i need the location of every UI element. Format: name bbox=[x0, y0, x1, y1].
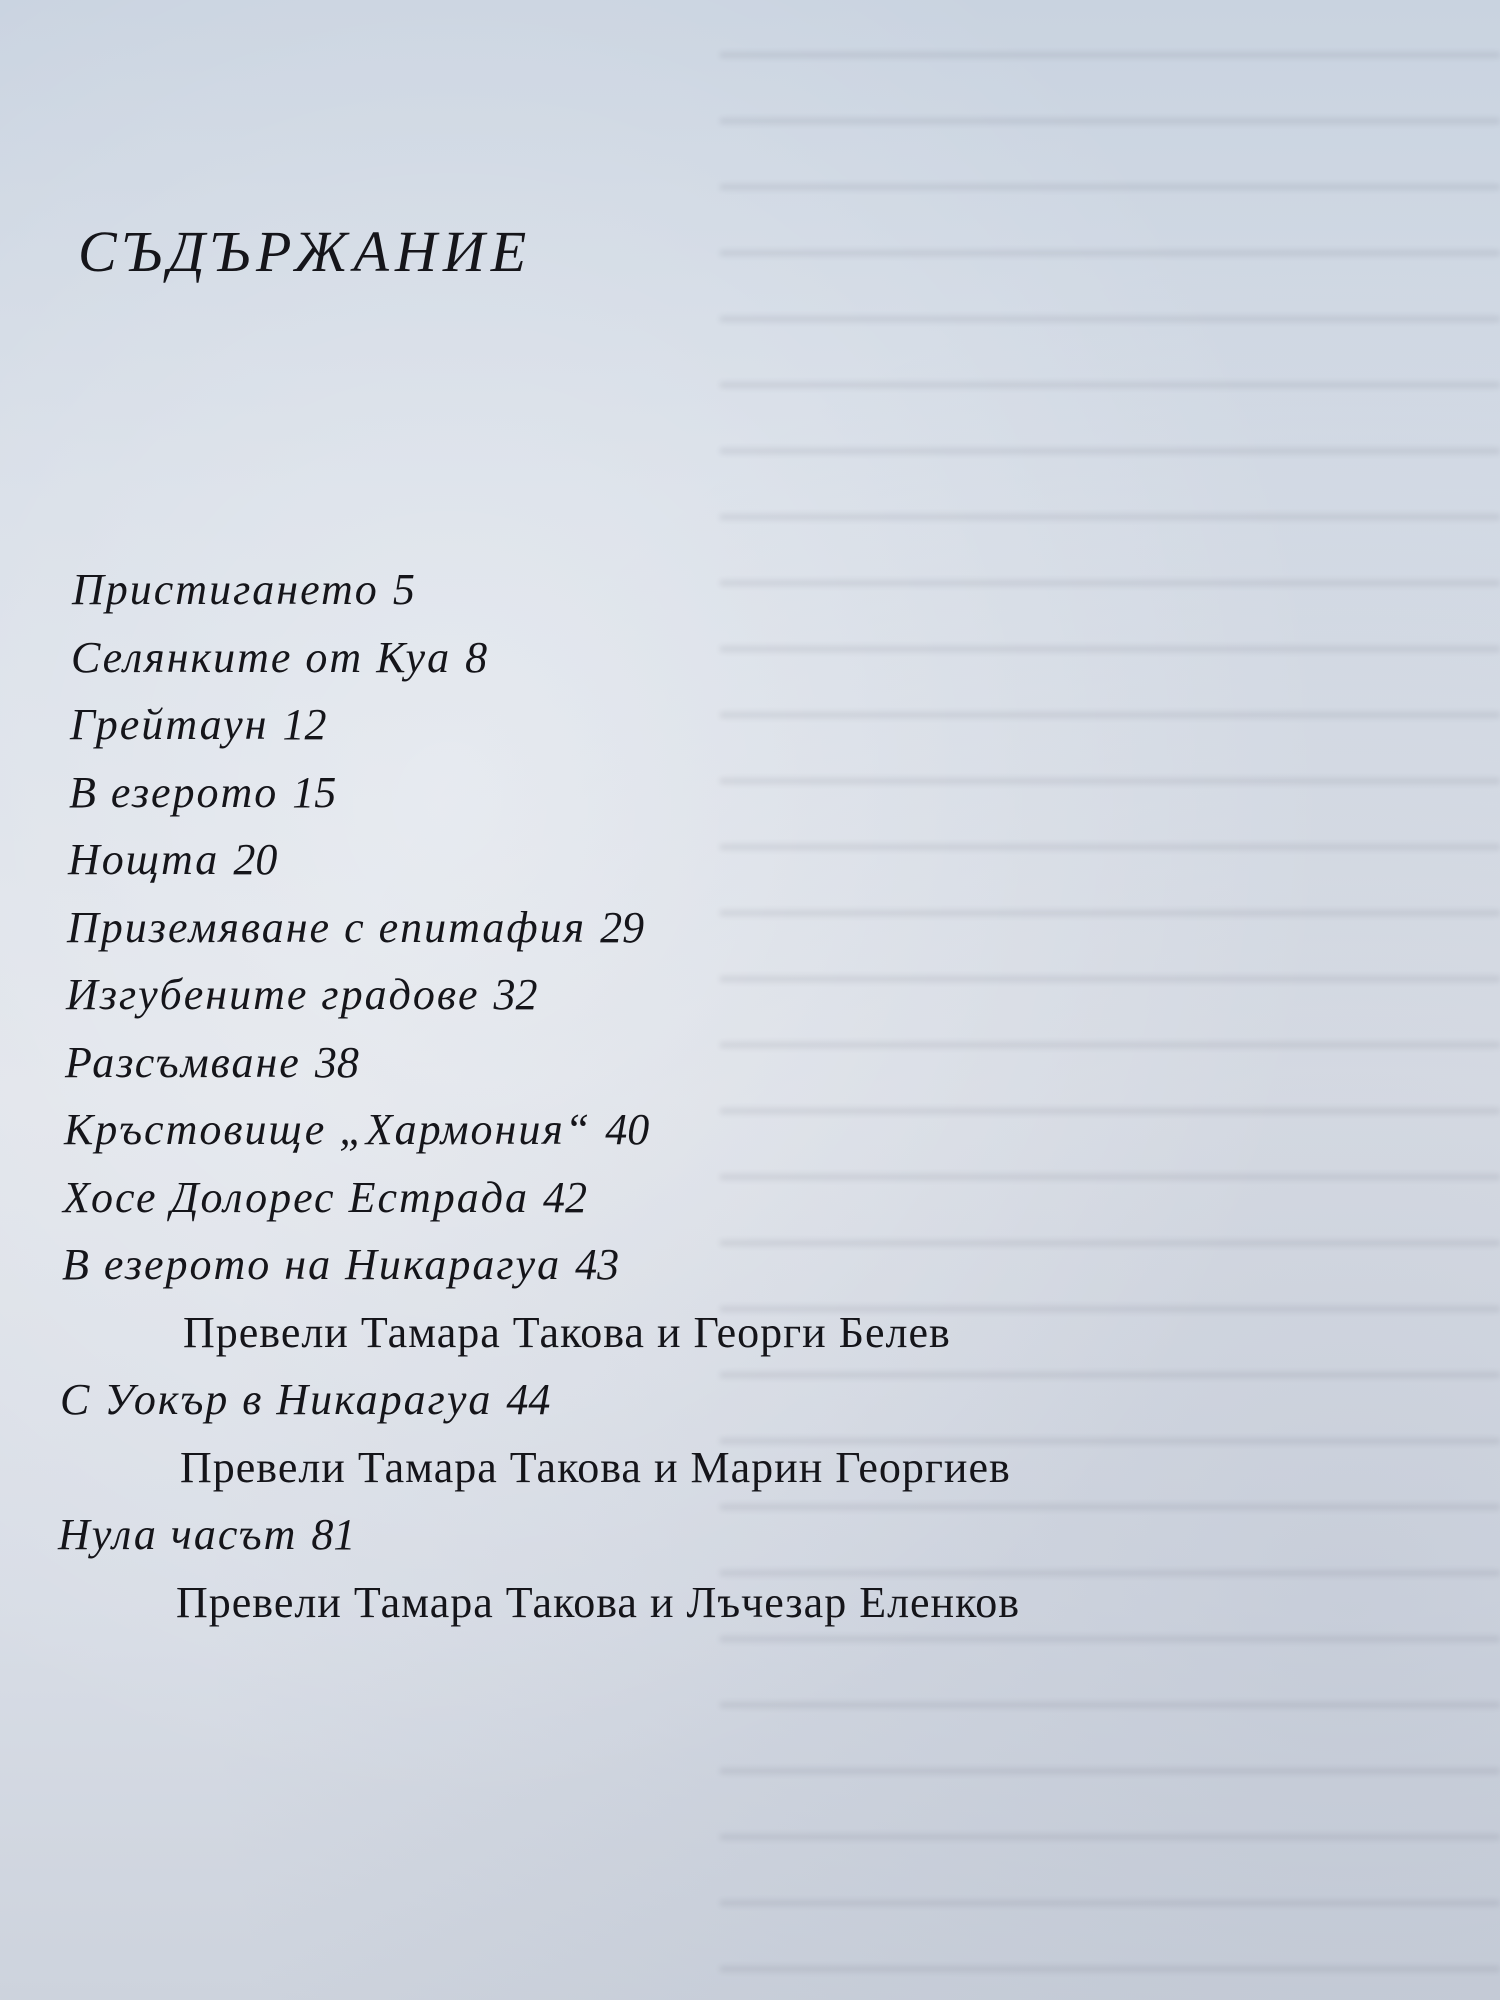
page-title: СЪДЪРЖАНИЕ bbox=[78, 219, 533, 284]
toc-page-number: 43 bbox=[575, 1240, 620, 1289]
toc-page-number: 20 bbox=[233, 835, 278, 884]
toc-page-number: 42 bbox=[543, 1172, 588, 1222]
toc-entry-title: Селянките от Куа bbox=[71, 632, 452, 682]
toc-entry bbox=[0, 1501, 1500, 1569]
toc-translator-credit: Превели Тамара Такова и Марин Георгиев bbox=[180, 1442, 1011, 1492]
toc-entry-title: Разсъмване bbox=[65, 1037, 301, 1087]
toc-entry-title: Хосе Долорес Естрада bbox=[63, 1172, 530, 1222]
toc-page-number: 40 bbox=[605, 1105, 650, 1154]
toc-entry-title: В езерото на Никарагуа bbox=[62, 1240, 562, 1289]
toc-entry bbox=[0, 1029, 1500, 1097]
toc-page-number: 5 bbox=[392, 565, 415, 614]
toc-entry bbox=[0, 1164, 1500, 1232]
toc-entry bbox=[0, 1096, 1500, 1164]
toc-entry bbox=[0, 556, 1500, 624]
toc-entry-title: Кръстовище „Хармония“ bbox=[64, 1105, 592, 1154]
toc-page-number: 38 bbox=[314, 1037, 359, 1087]
toc-entry bbox=[0, 759, 1500, 827]
toc-page-number: 15 bbox=[292, 767, 337, 817]
toc-entry-title: Пристигането bbox=[72, 565, 379, 614]
toc-entry-title: Изгубените градове bbox=[66, 970, 480, 1019]
toc-entry bbox=[0, 826, 1500, 894]
toc-translator-credit: Превели Тамара Такова и Георги Белев bbox=[183, 1307, 951, 1357]
toc-page-number: 29 bbox=[600, 902, 645, 952]
toc-entry bbox=[0, 894, 1500, 962]
toc-entry bbox=[0, 1231, 1500, 1299]
toc-entry-title: С Уокър в Никарагуа bbox=[60, 1375, 493, 1424]
toc-translator-credit: Превели Тамара Такова и Лъчезар Еленков bbox=[176, 1577, 1021, 1627]
toc-page-number: 8 bbox=[465, 632, 488, 682]
toc-entry-title: В езерото bbox=[69, 767, 279, 817]
toc-page-number: 81 bbox=[311, 1510, 356, 1559]
toc-entry bbox=[0, 1366, 1500, 1434]
toc-entry-title: Грейтаун bbox=[70, 700, 269, 749]
toc-page-number: 32 bbox=[493, 970, 538, 1019]
toc-entry-title: Приземяване с епитафия bbox=[67, 902, 587, 952]
toc-entry bbox=[0, 691, 1500, 759]
toc-entry bbox=[0, 624, 1500, 692]
toc-page-number: 44 bbox=[506, 1375, 551, 1424]
toc-page-number: 12 bbox=[282, 700, 327, 749]
toc-entry-title: Нощта bbox=[68, 835, 220, 884]
toc-entry bbox=[0, 961, 1500, 1029]
toc-entry-title: Нула часът bbox=[58, 1510, 298, 1559]
table-of-contents bbox=[0, 556, 1500, 1636]
